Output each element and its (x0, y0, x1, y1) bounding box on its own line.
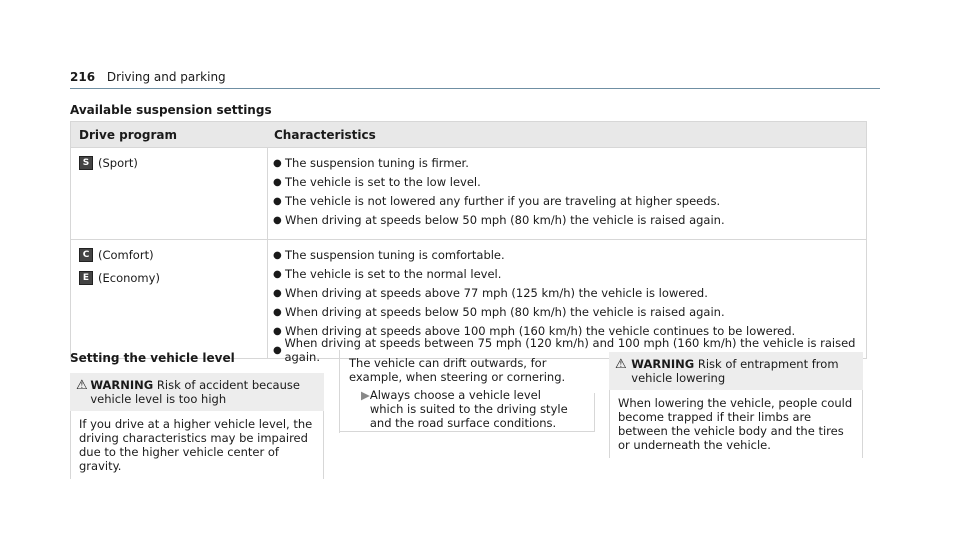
bullet-icon: ● (273, 268, 282, 280)
item-text: When driving at speeds above 77 mph (125 km/h) the vehicle is lowered. (285, 286, 708, 300)
warning-body: If you drive at a higher vehicle level, the driving characteristics may be impaired due to the higher vehicle center of gravity. (70, 411, 324, 479)
warning-label: WARNING (631, 357, 695, 371)
list-item (273, 284, 866, 302)
instruction-note (361, 388, 577, 430)
warning-heading: Risk of entrapment from vehicle lowering (631, 357, 839, 385)
warning-box-accident (70, 373, 324, 479)
item-text: When driving at speeds above 100 mph (160 km/h) the vehicle continues to be lowered. (285, 324, 796, 338)
item-text: The vehicle is not lowered any further if you are traveling at higher speeds. (285, 194, 721, 208)
bullet-icon: ● (273, 306, 282, 318)
warning-body: When lowering the vehicle, people could become trapped if their limbs are between the vehicle body and the tires or underneath the vehicle. (609, 390, 863, 458)
bullet-icon: ● (273, 214, 282, 226)
bullet-icon: ● (273, 176, 282, 188)
list-item (273, 303, 866, 321)
list-item (273, 211, 866, 229)
program-economy (79, 269, 267, 286)
list-item (273, 154, 866, 172)
bullet-icon: ● (273, 249, 282, 261)
item-text: When driving at speeds between 75 mph (120 km/h) and 100 mph (160 km/h) the vehicle is raised again. (284, 336, 856, 364)
section-name: Driving and parking (106, 70, 226, 84)
page-header (70, 70, 226, 84)
list-item (273, 265, 866, 283)
program-label: (Sport) (98, 155, 138, 170)
item-text: The vehicle is set to the normal level. (285, 267, 502, 281)
item-text: The suspension tuning is comfortable. (285, 248, 505, 262)
warning-header (70, 373, 324, 411)
bullet-icon: ● (273, 157, 282, 169)
page-number: 216 (70, 70, 96, 84)
bullet-icon: ● (273, 195, 282, 207)
table-row (71, 147, 866, 239)
warning-box-entrapment (609, 352, 863, 458)
economy-mode-icon: E (79, 271, 93, 285)
item-text: When driving at speeds below 50 mph (80 km/h) the vehicle is raised again. (285, 305, 725, 319)
instruction-arrow-icon: ▶ (361, 388, 370, 402)
list-item (273, 173, 866, 191)
drive-program-cell (71, 148, 268, 239)
item-text: When driving at speeds below 50 mph (80 km/h) the vehicle is raised again. (285, 213, 725, 227)
program-label: (Economy) (98, 270, 160, 285)
program-comfort (79, 246, 267, 263)
warning-header (609, 352, 863, 390)
note-text: Always choose a vehicle level which is suited to the driving style and the road surface conditions. (369, 388, 568, 430)
warning-triangle-icon: ⚠ (76, 378, 88, 393)
section-title: Available suspension settings (70, 103, 272, 117)
program-label: (Comfort) (98, 247, 154, 262)
warning-label: WARNING (90, 378, 154, 392)
item-text: The suspension tuning is firmer. (285, 156, 469, 170)
drift-paragraph: The vehicle can drift outwards, for example, when steering or cornering. (349, 356, 566, 384)
list-item (273, 192, 866, 210)
warning-triangle-icon: ⚠ (615, 357, 627, 372)
bullet-icon: ● (273, 344, 282, 356)
list-item (273, 246, 866, 264)
header-divider (70, 88, 880, 89)
program-sport (79, 154, 267, 171)
item-text: The vehicle is set to the low level. (285, 175, 481, 189)
column-header-drive-program: Drive program (79, 127, 177, 142)
sport-mode-icon: S (79, 156, 93, 170)
column-header-characteristics: Characteristics (274, 127, 376, 142)
drive-program-cell (71, 240, 268, 358)
bullet-icon: ● (273, 325, 282, 337)
vehicle-level-title: Setting the vehicle level (70, 351, 235, 365)
comfort-mode-icon: C (79, 248, 93, 262)
warning-heading: Risk of accident because vehicle level is too high (90, 378, 300, 406)
characteristics-cell (268, 148, 866, 239)
table-header (71, 122, 866, 147)
bullet-icon: ● (273, 287, 282, 299)
